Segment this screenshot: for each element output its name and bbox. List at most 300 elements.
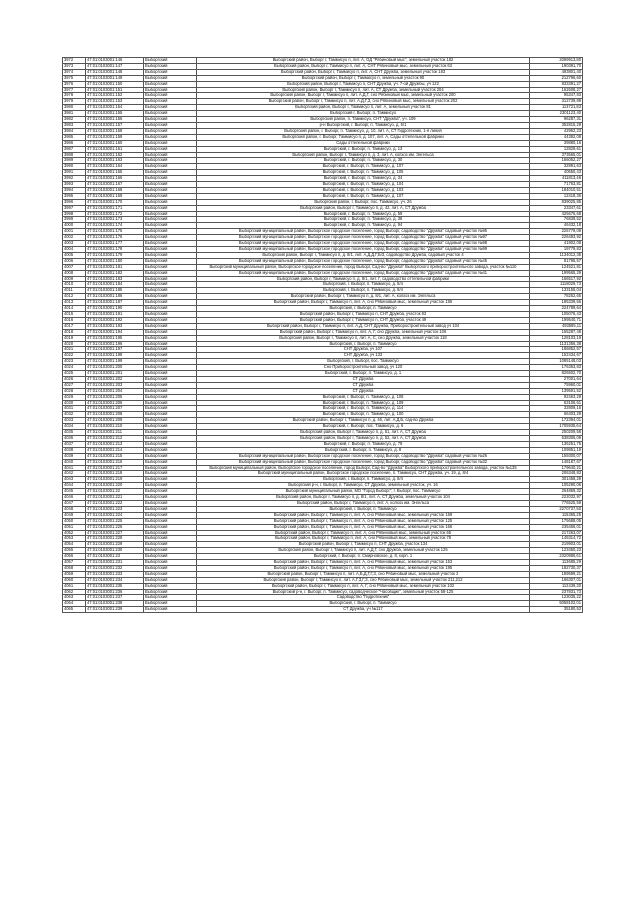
row-number: 3999 — [63, 217, 86, 223]
cadastral-table — [62, 57, 583, 613]
row-number: 4002 — [63, 235, 86, 241]
value-cell: 32891,63 — [530, 164, 583, 170]
address-cell: Выборгский, г. Выборг, п. Таммисуо, д. 94 — [197, 223, 530, 229]
district-name: Выборгский — [144, 306, 197, 312]
district-name: Выборгский — [144, 69, 197, 75]
row-number: 3994 — [63, 187, 86, 193]
cadastral-number: 47:01:0103001:204 — [86, 388, 144, 394]
district-name: Выборгский — [144, 288, 197, 294]
row-number: 4004 — [63, 247, 86, 253]
district-name: Выборгский — [144, 430, 197, 436]
value-cell: 128103,19 — [530, 335, 583, 341]
cadastral-number: 47:01:0103001:231 — [86, 560, 144, 566]
cadastral-number: 47:01:0103001:161 — [86, 146, 144, 152]
district-name: Выборгский — [144, 341, 197, 347]
value-cell: 35180,53 — [530, 607, 583, 613]
value-cell: 152434,67 — [530, 353, 583, 359]
value-cell: 373565,01 — [530, 152, 583, 158]
value-cell: 23347,61 — [530, 205, 583, 211]
address-cell: Выборгский район, Выборг г, Таммисуо п, лит. А, Г, сно Рябиновый мыс, земельный участок 102 — [197, 583, 530, 589]
value-cell: 219903,01 — [530, 542, 583, 548]
address-cell: Выборгский район, Выборг г, Таммисуо п, лит. А,Д,Г, сно Дружба, земельный участок 125 — [197, 548, 530, 554]
district-name: Выборгский — [144, 217, 197, 223]
address-cell: Выборгский район, Выборг г, Таммисуо п, лит. А, сно Рябиновый мыс, земельный участок 125 — [197, 518, 530, 524]
district-name: Выборгский — [144, 459, 197, 465]
row-number: 3991 — [63, 170, 86, 176]
district-name: Выборгский — [144, 406, 197, 412]
district-name: Выборгский — [144, 583, 197, 589]
cadastral-number: 47:01:0103001:202 — [86, 376, 144, 382]
value-cell: 66403,29 — [530, 412, 583, 418]
cadastral-number: 47:01:0103001:216 — [86, 459, 144, 465]
row-number: 3993 — [63, 182, 86, 188]
value-cell: 226493,92 — [530, 235, 583, 241]
district-name: Выборгский — [144, 294, 197, 300]
value-cell: 105076,43 — [530, 311, 583, 317]
row-number: 4000 — [63, 223, 86, 229]
district-name: Выборгский — [144, 495, 197, 501]
district-name: Выборгский — [144, 117, 197, 123]
row-number: 4053 — [63, 536, 86, 542]
address-cell: Выборгский, г. Выборг, п. Смирновское, д. 8, корп. 1 — [197, 554, 530, 560]
value-cell: 199540,71 — [530, 317, 583, 323]
address-cell: Выборгский муниципальный район, Выборгское городское поселение, город Выборг, садоводство "Дружба" садовый участок №97 — [197, 235, 530, 241]
address-cell: Выборгский, г. Выборг, п. Таммисуо — [197, 341, 530, 347]
district-name: Выборгский — [144, 87, 197, 93]
cadastral-number: 47:01:0103001:227 — [86, 530, 144, 536]
cadastral-number: 47:01:0103001:168 — [86, 187, 144, 193]
address-cell: Выборгский, г. Выборг, п. Таммисуо, д. 108 — [197, 394, 530, 400]
address-cell: Выборгский, г. Выборг, п. Таммисуо, д. 105 — [197, 170, 530, 176]
address-cell: Выборгский район, г. Выборг, пос. Таммисуо, уч. 26 — [197, 199, 530, 205]
cadastral-number: 47:01:0103001:213 — [86, 441, 144, 447]
cadastral-number: 47:01:0103001:180 — [86, 258, 144, 264]
cadastral-number: 47:01:0103001:215 — [86, 453, 144, 459]
cadastral-number: 47:01:0103001:181 — [86, 264, 144, 270]
row-number: 4028 — [63, 388, 86, 394]
cadastral-number: 47:01:0103001:201 — [86, 371, 144, 377]
value-cell: 225779,09 — [530, 229, 583, 235]
value-cell: 41902,08 — [530, 241, 583, 247]
address-cell: Выборгский, г. Выборг, п. Таммисуо, д. 30 — [197, 158, 530, 164]
row-number: 4042 — [63, 471, 86, 477]
address-cell: Выборгский г. Выборг, п. Таммисуо — [197, 111, 530, 117]
address-cell: Выборгский район, Выборг г, Таммисуо п, лит. А, СНТ Рябиновый мыс, земельный участок 63 — [197, 63, 530, 69]
row-number: 3982 — [63, 117, 86, 123]
table-body — [63, 58, 583, 613]
district-name: Выборгский — [144, 252, 197, 258]
value-cell: 217263,07 — [530, 530, 583, 536]
cadastral-number: 47:01:0103001:203 — [86, 382, 144, 388]
district-name: Выборгский — [144, 170, 197, 176]
address-cell: Выборгский, г. Выборг, п. Таммисуо — [197, 506, 530, 512]
cadastral-number: 47:01:0103001:225 — [86, 518, 144, 524]
cadastral-number: 47:01:0103001:170 — [86, 199, 144, 205]
cadastral-number: 47:01:0103001:197 — [86, 347, 144, 353]
cadastral-number: 47:01:0103001:235 — [86, 583, 144, 589]
value-cell: 172394,01 — [530, 418, 583, 424]
row-number: 4003 — [63, 241, 86, 247]
cadastral-number: 47:01:0103001:233 — [86, 571, 144, 577]
address-cell: Выборгский район, Выборг г, Таммисуо п, земельный участок 90 — [197, 75, 530, 81]
row-number: 4026 — [63, 376, 86, 382]
district-name: Выборгский — [144, 205, 197, 211]
value-cell: 199565,29 — [530, 270, 583, 276]
value-cell: 206348,83 — [530, 471, 583, 477]
row-number: 4027 — [63, 382, 86, 388]
cadastral-number: 47:01:0103001:171 — [86, 205, 144, 211]
address-cell: Выборгский район, Выборг г, Таммисуо п, СНТ Дружба, уч. 7-ой Дружбы, уч 122 — [197, 81, 530, 87]
district-name: Выборгский — [144, 235, 197, 241]
cadastral-number: 47:01:0103001:217 — [86, 465, 144, 471]
cadastral-number: 47:01:0103001:211 — [86, 430, 144, 436]
cadastral-number: 47:01:0103001:179 — [86, 252, 144, 258]
district-name: Выборгский — [144, 270, 197, 276]
district-name: Выборгский — [144, 382, 197, 388]
value-cell: 40650,43 — [530, 170, 583, 176]
district-name: Выборгский — [144, 211, 197, 217]
row-number: 3985 — [63, 134, 86, 140]
address-cell: СТ Дружба, уч №117 — [197, 607, 530, 613]
address-cell: Выборгский муниципальный район, Выборгское городское поселение, город Выборг, садоводство "Дружба" садовый участок №41 — [197, 270, 530, 276]
row-number: 3990 — [63, 164, 86, 170]
row-number: 3973 — [63, 63, 86, 69]
cadastral-number: 47:01:0103001:22 — [86, 489, 144, 495]
address-cell: Выборгский район, Выборг г, Таммисуо п, лит. А, сно Рябиновый мыс, земельный участок 195 — [197, 565, 530, 571]
address-cell: Выборгский, г. Выборг, пос. Таммисуо — [197, 359, 530, 365]
address-cell: Выборгский муниципальный район, Выборгское городское поселение, город Выборг, садоводство "Дружба" садовый участок №98 — [197, 241, 530, 247]
row-number: 3988 — [63, 152, 86, 158]
district-name: Выборгский — [144, 99, 197, 105]
row-number: 4010 — [63, 282, 86, 288]
row-number: 4005 — [63, 252, 86, 258]
value-cell: 1085148,03 — [530, 359, 583, 365]
value-cell: 2301123,40 — [530, 111, 583, 117]
address-cell: Выборгский, г. Выборг, п. Таммисуо, д. 34 — [197, 176, 530, 182]
row-number: 4041 — [63, 465, 86, 471]
row-number: 3989 — [63, 158, 86, 164]
cadastral-number: 47:01:0103001:195 — [86, 335, 144, 341]
district-name: Выборгский — [144, 524, 197, 530]
cadastral-number: 47:01:0103001:208 — [86, 412, 144, 418]
cadastral-number: 47:01:0103001:176 — [86, 235, 144, 241]
address-cell: Выборгский р-н, г. Выборг, п. Таммисуо, СТ Дружба, земельный участок, уч. 16 — [197, 483, 530, 489]
value-cell: 237831,73 — [530, 589, 583, 595]
row-number: 4021 — [63, 347, 86, 353]
value-cell: 493801,40 — [530, 69, 583, 75]
district-name: Выборгский — [144, 258, 197, 264]
address-cell: Выборгский район, Выборг г, Таммисуо п, д. 8/1, лит. А, СТ Дружба, земельный участок 104 — [197, 495, 530, 501]
address-cell: Выборгский, г. Выборг, п. Таммисуо, д. 100 — [197, 412, 530, 418]
address-cell: Выборгский район, Выборг г, Таммисуо п, лит. А, сно Рябиновый мыс, земельный участок 78 — [197, 536, 530, 542]
row-number: 4061 — [63, 583, 86, 589]
address-cell: Выборгский, г. Выборг, п. Таммисуо, д. 79 — [197, 441, 530, 447]
address-cell: Выборгский район, Выборг г, Таммисуо п, д. 8/1, лит. А,Д,Д,Г,Б/3, садоводство Дружба, садовый участок 4 — [197, 252, 530, 258]
address-cell: Выборгский муниципальный район, Выборгское городское поселение, город Выборг, садоводство "Дружба" садовый участок №45 — [197, 258, 530, 264]
address-cell: Выборгский район, Выборг г, Таммисуо п, лит. А, ОД "Рябиновый мыс", земельный участок 182 — [197, 58, 530, 64]
district-name: Выборгский — [144, 512, 197, 518]
cadastral-number: 47:01:0103001:156 — [86, 117, 144, 123]
address-cell: Выборгский, г. Выборг, п. Таммисуо — [197, 601, 530, 607]
value-cell: 1705935,64 — [530, 424, 583, 430]
row-number: 3996 — [63, 199, 86, 205]
cadastral-number: 47:01:0103001:160 — [86, 140, 144, 146]
district-name: Выборгский — [144, 418, 197, 424]
value-cell: 425676,68 — [530, 211, 583, 217]
cadastral-number: 47:01:0103001:239 — [86, 607, 144, 613]
district-name: Выборгский — [144, 483, 197, 489]
value-cell: 826502,70 — [530, 371, 583, 377]
row-number: 4060 — [63, 577, 86, 583]
value-cell: 182730,37 — [530, 565, 583, 571]
cadastral-number: 47:01:0103001:183 — [86, 276, 144, 282]
address-cell: Выборгский, г. Выборг, п. Таммисуо, д. 109 — [197, 400, 530, 406]
row-number: 4036 — [63, 436, 86, 442]
cadastral-number: 47:01:0103001:207 — [86, 406, 144, 412]
row-number: 4054 — [63, 542, 86, 548]
cadastral-number: 47:01:0103001:222 — [86, 500, 144, 506]
row-number: 4020 — [63, 341, 86, 347]
address-cell: Выборгский район, Выборг г, Таммисуо п, лит. А,Б,Д,Г,Г,З, сно Рябиновый мыс, земельный участок 2 — [197, 571, 530, 577]
row-number: 4001 — [63, 229, 86, 235]
address-cell: Выборгский, г. Выборг, п. Таммисуо, д. 8/4 — [197, 477, 530, 483]
address-cell: Выборгский район, Выборг г, Таммисуо п, СНТ Дружба, участок 93 — [197, 311, 530, 317]
value-cell: 2099913,80 — [530, 58, 583, 64]
cadastral-number: 47:01:0103001:210 — [86, 424, 144, 430]
value-cell: 5058102,01 — [530, 601, 583, 607]
value-cell: 250209,58 — [530, 430, 583, 436]
row-number: 4056 — [63, 554, 86, 560]
document-page — [62, 57, 583, 613]
row-number: 3986 — [63, 140, 86, 146]
value-cell: 105290,06 — [530, 483, 583, 489]
row-number: 4034 — [63, 424, 86, 430]
row-number: 3978 — [63, 93, 86, 99]
cadastral-number: 47:01:0103001:167 — [86, 182, 144, 188]
cadastral-number: 47:01:0103001:219 — [86, 477, 144, 483]
district-name: Выборгский — [144, 601, 197, 607]
row-number: 3981 — [63, 111, 86, 117]
value-cell: 162608,27 — [530, 87, 583, 93]
cadastral-number: 47:01:0103001:196 — [86, 341, 144, 347]
cadastral-number: 47:01:0103001:228 — [86, 536, 144, 542]
address-cell: Сно Приборостроительный завод, уч 120 — [197, 365, 530, 371]
row-number: 4030 — [63, 400, 86, 406]
cadastral-number: 47:01:0103001:182 — [86, 270, 144, 276]
address-cell: Выборгский, г. Выборг, п. Таммисуо, д. 104 — [197, 182, 530, 188]
row-number: 4012 — [63, 294, 86, 300]
cadastral-number: 47:01:0103001:236 — [86, 589, 144, 595]
district-name: Выборгский — [144, 75, 197, 81]
row-number: 4057 — [63, 560, 86, 566]
address-cell: Выборгский район, Выборг г, Таммисуо п, лит. А, земельный участок 81 — [197, 105, 530, 111]
cadastral-number: 47:01:0103001:166 — [86, 176, 144, 182]
value-cell: 112439,30 — [530, 583, 583, 589]
value-cell: 76839,52 — [530, 217, 583, 223]
value-cell: 212796,60 — [530, 75, 583, 81]
cadastral-number: 47:01:0103001:157 — [86, 122, 144, 128]
address-cell: Выборгский район, п. Таммисуо, СНТ "Дружба", уч. 109 — [197, 117, 530, 123]
cadastral-number: 47:01:0103001:229 — [86, 542, 144, 548]
value-cell: 123450,23 — [530, 548, 583, 554]
district-name: Выборгский — [144, 128, 197, 134]
row-number: 4024 — [63, 365, 86, 371]
cadastral-number: 47:01:0103001:234 — [86, 577, 144, 583]
row-number: 4023 — [63, 359, 86, 365]
district-name: Выборгский — [144, 530, 197, 536]
row-number: 4039 — [63, 453, 86, 459]
row-number: 4033 — [63, 418, 86, 424]
district-name: Выборгский — [144, 477, 197, 483]
district-name: Выборгский — [144, 335, 197, 341]
cadastral-number: 47:01:0103001:155 — [86, 111, 144, 117]
row-number: 4022 — [63, 353, 86, 359]
district-name: Выборгский — [144, 329, 197, 335]
row-number: 3975 — [63, 75, 86, 81]
address-cell: Выборгский район, Выборг г, Таммисуо п, СНТ Дружба, участок 134 — [197, 542, 530, 548]
district-name: Выборгский — [144, 560, 197, 566]
district-name: Выборгский — [144, 158, 197, 164]
cadastral-number: 47:01:0103001:232 — [86, 565, 144, 571]
value-cell: 115365,25 — [530, 512, 583, 518]
row-number: 4025 — [63, 371, 86, 377]
district-name: Выборгский — [144, 134, 197, 140]
district-name: Выборгский — [144, 565, 197, 571]
address-cell: Выборгский район, Выборг г, Таммисуо п, д. 52, лит. А, СТ Дружба — [197, 436, 530, 442]
cadastral-number: 47:01:0103001:238 — [86, 601, 144, 607]
row-number: 3984 — [63, 128, 86, 134]
address-cell: Выборгский, г. Выборг, п. Таммисуо, д. 13 — [197, 146, 530, 152]
address-cell: Сады оттепельной фабрики — [197, 140, 530, 146]
district-name: Выборгский — [144, 548, 197, 554]
address-cell: Выборгский район, Выборг г, Таммисуо п, лит. А, сно Рябиновый мыс, земельный участок 159 — [197, 512, 530, 518]
address-cell: Выборгский муниципальный район, Выборгское городское поселение, город Выборг, садоводство "Дружба" садовый участок №99 — [197, 247, 530, 253]
district-name: Выборгский — [144, 489, 197, 495]
value-cell: 44392,08 — [530, 134, 583, 140]
address-cell: Выборгский район, Выборг г, Таммисуо п, лит. А, сно Рябиновый мыс, земельный участок 153 — [197, 560, 530, 566]
value-cell: 186852,57 — [530, 347, 583, 353]
district-name: Выборгский — [144, 300, 197, 306]
row-number: 4037 — [63, 441, 86, 447]
value-cell: 81795,57 — [530, 258, 583, 264]
row-number: 4062 — [63, 589, 86, 595]
district-name: Выборгский — [144, 63, 197, 69]
value-cell: 1118029,73 — [530, 282, 583, 288]
value-cell: 109851,19 — [530, 447, 583, 453]
district-name: Выборгский — [144, 394, 197, 400]
district-name: Выборгский — [144, 388, 197, 394]
cadastral-number: 47:01:0103001:220 — [86, 483, 144, 489]
address-cell: Выборгский район, Выборг г, Таммисуо п, лит. А, сно Рябиновый мыс, земельный участок 65 — [197, 530, 530, 536]
value-cell: 222032,97 — [530, 495, 583, 501]
value-cell: 124521,81 — [530, 264, 583, 270]
cadastral-number: 47:01:0103001:163 — [86, 158, 144, 164]
value-cell: 179640,21 — [530, 465, 583, 471]
address-cell: Выборгский район, Выборг г, Таммисуо п, лит. А, Г, сно Дружба, земельный участок 106 — [197, 329, 530, 335]
district-name: Выборгский — [144, 199, 197, 205]
row-number: 4019 — [63, 335, 86, 341]
value-cell: 2320985,61 — [530, 554, 583, 560]
row-number: 4006 — [63, 258, 86, 264]
row-number: 3979 — [63, 99, 86, 105]
address-cell: Выборгский, г. Выборг, п. Таммисуо, д. 114 — [197, 406, 530, 412]
value-cell: 63106,61 — [530, 400, 583, 406]
value-cell: 155287,48 — [530, 329, 583, 335]
row-number: 4063 — [63, 595, 86, 601]
address-cell: Выборгский район, Выборг г, Таммисуо п, д. 8/1, лит. Г, садоводство оттепельной фабрики — [197, 276, 530, 282]
value-cell: 32809,16 — [530, 406, 583, 412]
value-cell: 312739,89 — [530, 99, 583, 105]
district-name: Выборгский — [144, 58, 197, 64]
district-name: Выборгский — [144, 264, 197, 270]
address-cell: Выборгский муниципальный район, Выборгское городское поселение, город Выборг, садоводство "Дружба" садовый участок №26 — [197, 453, 530, 459]
value-cell: 352815,29 — [530, 122, 583, 128]
value-cell: 833391,27 — [530, 81, 583, 87]
address-cell: Выборгский район, Выборг г, Таммисуо п, лит. А,Г,З,Г,З, сно Рябиновый мыс, земельный участок 211,212 — [197, 577, 530, 583]
address-cell: Выборгский, г. Выборг, п. Таммисуо, д. 103 — [197, 187, 530, 193]
cadastral-number: 47:01:0103001:237 — [86, 595, 144, 601]
row-number: 4031 — [63, 406, 86, 412]
address-cell: Выборгский район, Выборг г, Таммисуо п, д. 42, лит. А, СТ Дружба — [197, 205, 530, 211]
value-cell: 78252,65 — [530, 294, 583, 300]
cadastral-number: 47:01:0103001:226 — [86, 524, 144, 530]
cadastral-number: 47:01:0103001:191 — [86, 311, 144, 317]
district-name: Выборгский — [144, 471, 197, 477]
cadastral-number: 47:01:0103001:184 — [86, 282, 144, 288]
row-number: 4018 — [63, 329, 86, 335]
cadastral-number: 47:01:0103001:192 — [86, 317, 144, 323]
cadastral-number: 47:01:0103001:148 — [86, 69, 144, 75]
row-number: 4008 — [63, 270, 86, 276]
cadastral-number: 47:01:0103001:150 — [86, 81, 144, 87]
district-name: Выборгский — [144, 536, 197, 542]
value-cell: 184010,51 — [530, 187, 583, 193]
address-cell: Выборгский муниципальный район, Выборгское городское поселение, город Выборг, садоводство "Дружба" садовый участок №95 — [197, 229, 530, 235]
value-cell: 92463,29 — [530, 394, 583, 400]
cadastral-number: 47:01:0103001:147 — [86, 63, 144, 69]
row-number: 4047 — [63, 500, 86, 506]
row-number: 4013 — [63, 300, 86, 306]
address-cell: Выборгский, г. Выборг, п. Таммисуо, д. 8/4 — [197, 282, 530, 288]
cadastral-number: 47:01:0103001:187 — [86, 300, 144, 306]
address-cell: Выборгский муниципальный район, Выборгское городское поселение, город Выборг, садоводство "Дружба" садовый участок №32 — [197, 459, 530, 465]
cadastral-number: 47:01:0103001:158 — [86, 128, 144, 134]
value-cell: 27001,64 — [530, 376, 583, 382]
row-number: 4048 — [63, 506, 86, 512]
address-cell: СТ Дружба — [197, 388, 530, 394]
cadastral-number: 47:01:0103001:149 — [86, 75, 144, 81]
address-cell: Выборгский, г. Выборг, пос. Таммисуо, д. 6 — [197, 424, 530, 430]
row-number: 4059 — [63, 571, 86, 577]
address-cell: Выборгский район, Выборг г, Таммисуо п, лит. А, СТ Дружба, земельный участок 204 — [197, 87, 530, 93]
cadastral-number: 47:01:0103001:159 — [86, 134, 144, 140]
district-name: Выборгский — [144, 412, 197, 418]
cadastral-number: 47:01:0103001:205 — [86, 394, 144, 400]
district-name: Выборгский — [144, 424, 197, 430]
row-number: 4032 — [63, 412, 86, 418]
value-cell: 123035,22 — [530, 595, 583, 601]
address-cell: Выборгский муниципальный район, Выборгское городское поселение, п. Таммисуо, СНТ Дружба, уч. 19, д. 8/4 — [197, 471, 530, 477]
row-number: 3992 — [63, 176, 86, 182]
address-cell: Выборгский муниципальный район, МО "Город Выборг", г. Выборг, пос. Таммисуо — [197, 489, 530, 495]
value-cell: 145314,72 — [530, 536, 583, 542]
row-number: 4040 — [63, 459, 86, 465]
address-cell: р-н Выборгский, г. Выборг, п. Таммисуо, д. 5/1 — [197, 122, 530, 128]
address-cell: СТ Дружба — [197, 382, 530, 388]
district-name: Выборгский — [144, 164, 197, 170]
district-name: Выборгский — [144, 506, 197, 512]
district-name: Выборгский — [144, 193, 197, 199]
